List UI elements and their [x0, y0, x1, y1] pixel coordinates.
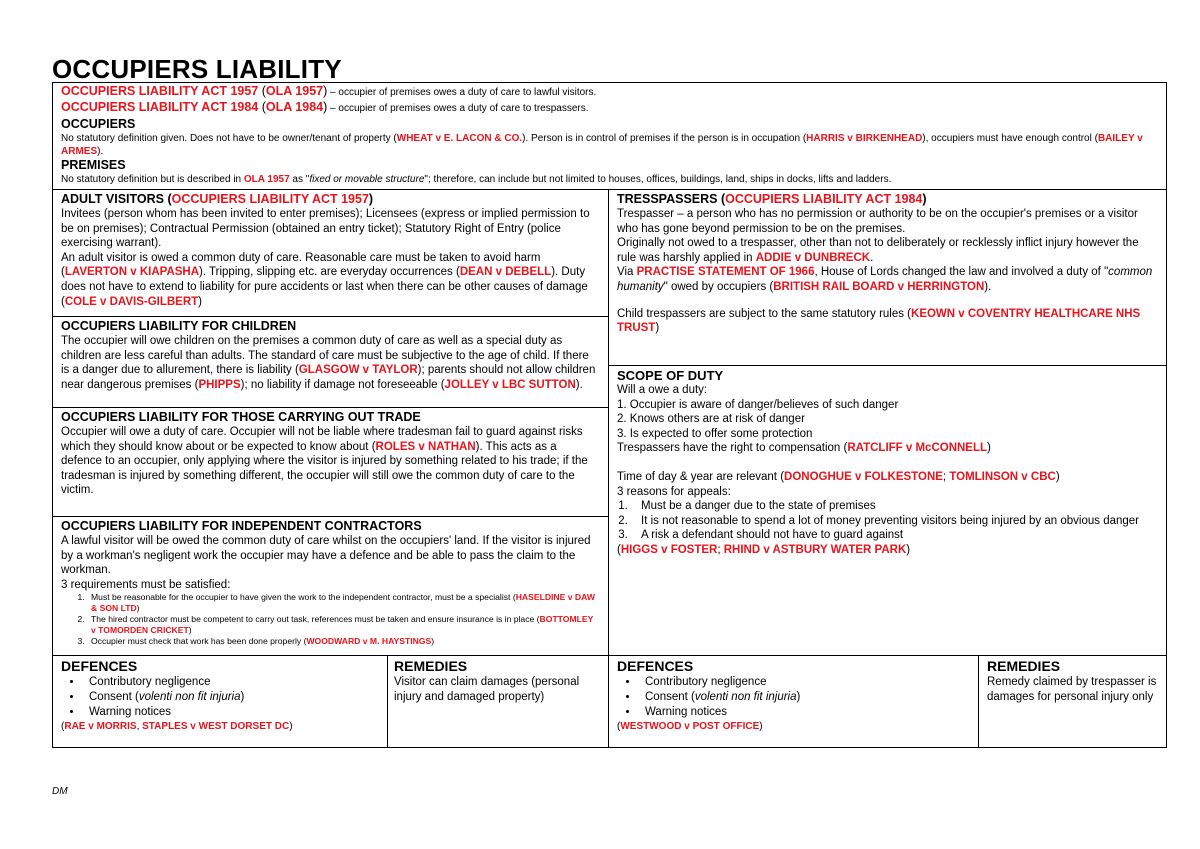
case-bailey: BAILEY v ARMES	[61, 133, 1143, 157]
defences-cases: (WESTWOOD v POST OFFICE)	[617, 721, 763, 732]
ola-1957-abbr: OLA 1957	[265, 84, 324, 98]
adult-visitors-p2: An adult visitor is owed a common duty of care. Reasonable care must be taken to avoid harm (LAVERTON v KIAPASHA). Tripping, slipping etc. are everyday occurrences (DEAN v DEBELL). Duty does not have to extend to liability for pure accidents or last when there can be other causes of damage (COLE v DAVIS-GILBERT)	[61, 251, 588, 308]
defences-trespassers-section	[608, 655, 979, 748]
defences-list	[61, 675, 379, 720]
trespassers-heading: TRESSPASSERS (OCCUPIERS LIABILITY ACT 1984)	[617, 192, 927, 206]
case-glasgow: GLASGOW v TAYLOR	[298, 364, 418, 377]
list-item: 3. Occupier must check that work has been done properly (WOODWARD v M. HAYSTINGS)	[87, 636, 600, 647]
scope-time: Time of day & year are relevant (DONOGHUE v FOLKESTONE; TOMLINSON v CBC)	[617, 470, 1060, 483]
premises-heading: PREMISES	[61, 158, 126, 172]
case-jolley: JOLLEY v LBC SUTTON	[444, 378, 576, 391]
defences-visitors-section	[52, 655, 388, 748]
case-keown: KEOWN v COVENTRY HEALTHCARE NHS TRUST	[617, 307, 1141, 335]
list-item: • Contributory negligence	[83, 675, 379, 690]
case-haseldine: HASELDINE v DAW & SON LTD	[91, 592, 595, 614]
contractors-p2: 3 requirements must be satisfied:	[61, 578, 231, 591]
trespassers-p3: Via PRACTISE STATEMENT OF 1966, House of Lords changed the law and involved a duty of "common humanity" owed by occupiers (BRITISH RAIL BOARD v HERRINGTON).	[617, 266, 1153, 293]
scope-section	[608, 365, 1167, 656]
case-addie: ADDIE v DUNBRECK	[755, 251, 871, 264]
page-title: OCCUPIERS LIABILITY	[52, 54, 342, 84]
intro-section	[52, 82, 1167, 190]
case-harris: HARRIS v BIRKENHEAD	[806, 133, 923, 144]
case-cole: COLE v DAVIS-GILBERT	[64, 295, 199, 308]
case-rhind: RHIND v ASTBURY WATER PARK	[723, 543, 907, 556]
defences-heading: DEFENCES	[617, 658, 694, 674]
list-item: • Contributory negligence	[639, 675, 970, 690]
children-heading: OCCUPIERS LIABILITY FOR CHILDREN	[61, 319, 297, 333]
case-westwood: WESTWOOD v POST OFFICE	[620, 721, 760, 732]
ref-ola-1957: OLA 1957	[243, 174, 290, 185]
ola-1957-line: OCCUPIERS LIABILITY ACT 1957 (OLA 1957) – occupier of premises owes a duty of care to lawful visitors.	[61, 84, 597, 98]
case-laverton: LAVERTON v KIAPASHA	[64, 266, 200, 279]
children-section	[52, 316, 609, 408]
case-dean: DEAN v DEBELL	[459, 266, 552, 279]
scope-line-1: 1. Occupier is aware of danger/believes of such danger	[617, 398, 899, 411]
author-initials: DM	[52, 786, 68, 797]
case-staples: STAPLES v WEST DORSET DC	[142, 721, 290, 732]
ola-1984-act: OCCUPIERS LIABILITY ACT 1984	[61, 100, 259, 114]
adult-visitors-p1: Invitees (person whom has been invited to enter premises); Licensees (express or implied permission to be on premises); Contractual Permission (obtained an entry ticket); Statutory Right of Entry (police exercising warrant).	[61, 208, 590, 250]
contractors-heading: OCCUPIERS LIABILITY FOR INDEPENDENT CONTRACTORS	[61, 519, 422, 533]
contractors-requirements	[61, 592, 600, 647]
case-rae: RAE v MORRIS	[64, 721, 137, 732]
defences-heading: DEFENCES	[61, 658, 138, 674]
scope-reasons-label: 3 reasons for appeals:	[617, 485, 731, 498]
children-text: The occupier will owe children on the premises a common duty of care as well as a special duty as children are less careful than adults. The standard of care must be subjective to the age of child. If there is a danger due to allurement, there is liability (GLASGOW v TAYLOR); parents should not allow children near dangerous premises (PHIPPS); no liability if damage not foreseeable (JOLLEY v LBC SUTTON).	[61, 335, 596, 391]
scope-compensation: Trespassers have the right to compensation (RATCLIFF v McCONNELL)	[617, 442, 991, 455]
trade-text: Occupier will owe a duty of care. Occupier will not be liable where tradesman fail to guard against risks which they should know about or be expected to know about (ROLES v NATHAN). This acts as a defence to an occupier, only applying where the visitor is injured by something related to his trade; if the tradesman is injured by something different, the occupier will still owe the common duty of care to the victim.	[61, 426, 588, 497]
occupiers-heading: OCCUPIERS	[61, 117, 136, 131]
remedies-text: Visitor can claim damages (personal injury and damaged property)	[394, 676, 580, 703]
trespassers-p1: Trespasser – a person who has no permission or authority to be on the occupier's premises or a visitor who has gone beyond permission to be on the premises.	[617, 208, 1138, 235]
case-tomlinson: TOMLINSON v CBC	[949, 470, 1056, 483]
trade-section	[52, 407, 609, 517]
list-item: 3. A risk a defendant should not have to guard against	[631, 528, 1158, 543]
trespassers-p4: Child trespassers are subject to the same statutory rules (KEOWN v COVENTRY HEALTHCARE NHS TRUST)	[617, 307, 1141, 335]
trade-heading: OCCUPIERS LIABILITY FOR THOSE CARRYING OUT TRADE	[61, 410, 421, 424]
premises-text: No statutory definition but is described in OLA 1957 as "fixed or movable structure"; therefore, can include but not limited to houses, offices, buildings, land, ships in docks, lifts and ladders.	[61, 174, 892, 185]
ola-1957-act: OCCUPIERS LIABILITY ACT 1957	[61, 84, 259, 98]
list-item: • Warning notices	[83, 705, 379, 720]
ola-1984-text: – occupier of premises owes a duty of care to trespassers.	[327, 103, 589, 114]
adult-visitors-section	[52, 189, 609, 317]
trespassers-section	[608, 189, 1167, 366]
scope-line-3: 3. Is expected to offer some protection	[617, 427, 813, 440]
defences-list	[617, 675, 970, 720]
case-phipps: PHIPPS	[198, 378, 241, 391]
ola-1984-abbr: OLA 1984	[265, 100, 324, 114]
remedies-text: Remedy claimed by trespasser is damages for personal injury only	[987, 676, 1157, 703]
remedies-heading: REMEDIES	[987, 658, 1061, 674]
list-item: 1. Must be reasonable for the occupier to have given the work to the independent contractor, must be a specialist (HASELDINE v DAW & SON LTD)	[87, 592, 600, 614]
ola-1984-line: OCCUPIERS LIABILITY ACT 1984 (OLA 1984) – occupier of premises owes a duty of care to trespassers.	[61, 100, 589, 114]
scope-line-2: 2. Knows others are at risk of danger	[617, 413, 805, 426]
occupiers-text: No statutory definition given. Does not have to be owner/tenant of property (WHEAT v E. LACON & CO.). Person is in control of premises if the person is in occupation (HARRIS v BIRKENHEAD), occupiers must have enough control (BAILEY v ARMES).	[61, 133, 1143, 157]
list-item: • Consent (volenti non fit injuria)	[83, 690, 379, 705]
contractors-p1: A lawful visitor will be owed the common duty of care whilst on the occupiers' land. If the visitor is injured by a workman's negligent work the occupier may have a defence and be able to pass the claim to the workman.	[61, 535, 591, 577]
case-herrington: BRITISH RAIL BOARD v HERRINGTON	[773, 280, 985, 293]
remedies-heading: REMEDIES	[394, 658, 468, 674]
ref-practise-statement: PRACTISE STATEMENT OF 1966	[636, 266, 815, 279]
case-ratcliff: RATCLIFF v McCONNELL	[847, 442, 988, 455]
scope-question: Will a owe a duty:	[617, 384, 708, 396]
remedies-trespassers-section	[978, 655, 1167, 748]
case-roles: ROLES v NATHAN	[375, 440, 476, 453]
list-item: • Warning notices	[639, 705, 970, 720]
list-item: 2. It is not reasonable to spend a lot of money preventing visitors being injured by an obvious danger	[631, 514, 1158, 529]
contractors-section	[52, 516, 609, 656]
list-item: 2. The hired contractor must be competent to carry out task, references must be taken and ensure insurance is in place (BOTTOMLEY v TOMORDEN CRICKET)	[87, 614, 600, 636]
adult-visitors-heading: ADULT VISITORS (OCCUPIERS LIABILITY ACT 1957)	[61, 192, 374, 206]
defences-cases: (RAE v MORRIS, STAPLES v WEST DORSET DC)	[61, 721, 293, 732]
premises-quote: fixed or movable structure	[309, 174, 425, 185]
ola-1957-text: – occupier of premises owes a duty of care to lawful visitors.	[327, 87, 597, 98]
remedies-visitors-section	[387, 655, 609, 748]
case-bottomley: BOTTOMLEY v TOMORDEN CRICKET	[91, 614, 594, 636]
case-woodward: WOODWARD v M. HAYSTINGS	[306, 636, 432, 647]
case-wheat: WHEAT v E. LACON & CO.	[396, 133, 523, 144]
trespassers-p2: Originally not owed to a trespasser, other than not to deliberately or recklessly inflict injury however the rule was harshly applied in ADDIE v DUNBRECK.	[617, 237, 1139, 264]
case-donoghue: DONOGHUE v FOLKESTONE	[784, 470, 943, 483]
scope-cases: (HIGGS v FOSTER; RHIND v ASTBURY WATER PARK)	[617, 543, 911, 556]
list-item: 1. Must be a danger due to the state of premises	[631, 499, 1158, 514]
scope-heading: SCOPE OF DUTY	[617, 368, 724, 383]
case-higgs: HIGGS v FOSTER	[620, 543, 718, 556]
scope-reasons-list	[617, 499, 1158, 543]
list-item: • Consent (volenti non fit injuria)	[639, 690, 970, 705]
